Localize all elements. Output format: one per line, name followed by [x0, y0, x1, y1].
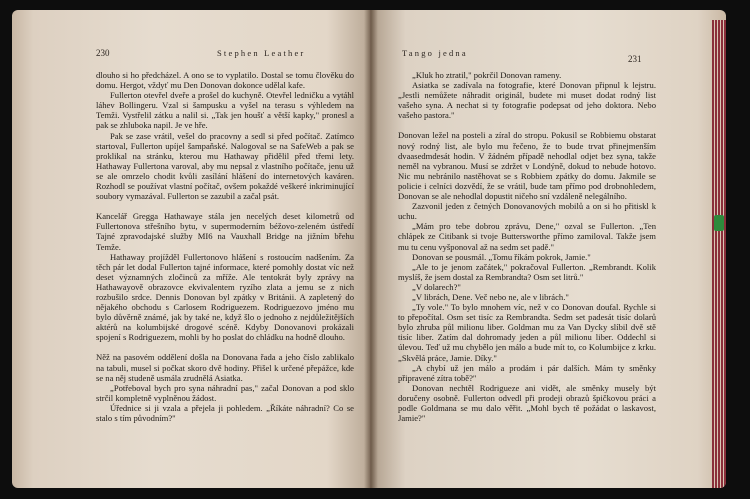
- paragraph: Fullerton otevřel dveře a prošel do kuchyně. Otevřel ledničku a vytáhl láhev Bollingeru. Vzal si šampusku a vyšel na terasu s výhledem na Temži. Vystřelil zátku a nalil si. „Tak jen houšť a větší kapky," pronesl a pak se zhluboka napil. Je ve hře.: [96, 90, 354, 131]
- paragraph: Pak se zase vrátil, vešel do pracovny a sedl si před počítač. Zatímco startoval, Fullerton upíjel šampaňské. Nalogoval se na SafeWeb a pak se proklikal na stránku, kterou mu Hathaway přidělil před třemi lety. Hathaway Fullertona varoval, aby mu nepsal z vlastního počítače, jenu už se ale omrzelo chodit kvůli zasílání hlášení do internetových kaváren. Rozhodl se používat vlastní počítač, ovšem pokaždé veškeré inkriminující soubory vymazával. Fullerton se zazubil a začal psát.: [96, 130, 354, 202]
- right-page: [370, 10, 726, 488]
- paragraph: „Ale to je jenom začátek," pokračoval Fullerton. „Rembrandt. Kolik myslíš, že jsem dostal za Rembrandta? Osm set litrů.": [398, 261, 656, 282]
- right-page-text: [398, 70, 656, 423]
- paragraph: „V librách, Dene. Več nebo ne, ale v librách.": [412, 291, 569, 302]
- right-running-head: Tango jedna: [402, 48, 468, 58]
- page-edges: [712, 20, 726, 488]
- book-spine-gutter: [364, 10, 378, 488]
- paragraph: Donovan nechtěl Rodrigueze ani vidět, ale směnky musely být doručeny osobně. Fullerton odvedl při prodeji obrazů špičkovou práci a podle Goldmana se mu dalo věřit. „Mohl bych tě požádat o laskavost, Jamie?": [398, 382, 656, 424]
- paragraph: Něž na pasovém oddělení došla na Donovana řada a jeho číslo zablikalo na tabuli, musel si počkat skoro dvě hodiny. Přišel k určené přepážce, kde se na něj studeně usmála zrudnělá Asiatka.: [96, 352, 354, 383]
- green-bookmark-tab: [714, 215, 724, 231]
- paragraph: „Potřeboval bych pro syna náhradní pas," začal Donovan a pod sklo strčil kompletně vyplněnou žádost.: [96, 382, 354, 403]
- paragraph: „Mám pro tebe dobrou zprávu, Dene," ozval se Fullerton. „Ten chlápek ze Citibank si tvoje Buttersworthe přímo zamiloval. Takže jsem mu tu cenu vyšponoval až na sedm set padě.": [398, 221, 656, 252]
- left-page: [12, 10, 370, 488]
- paragraph: Úřednice si ji vzala a přejela ji pohledem. „Říkáte náhradní? Co se stalo s tím původním?": [96, 402, 354, 423]
- left-running-head: Stephen Leather: [217, 48, 306, 58]
- paragraph: Donovan ležel na posteli a zíral do stropu. Pokusil se Robbiemu obstarat nový rodný list, ale bylo mu řečeno, že to bude trvat přinejmenším dvaasedmdesát hodin. V žádném případě nehodlal odjet bez syna, takže neměl na vybranou. Musí se zdržet v Londýně, dokud to nebude hotovo. Nic mu nebránilo nastěhovat se s Robbiem zpátky do domu. Jakmile se policie i celníci dozvědí, že se vrátil, bude tam přímo pod drobnohledem, Donovan se ale nehodlal dopustit ničeho sní vzdáleně nelegálního.: [398, 130, 656, 202]
- left-page-number: 230: [96, 48, 110, 58]
- paragraph: Kancelář Gregga Hathawaye stála jen necelých deset kilometrů od Fullertonova střešního bytu, v supermoderním béžovo-zeleném ústředí Tajné zpravodajské služby MI6 na Vauxhall Bridge na jižním břehu Temže.: [96, 211, 354, 252]
- paragraph: „A chybí už jen málo a prodám i pár dalších. Mám ty směnky připravené zítra tobě?": [398, 362, 656, 383]
- paragraph: dlouho si ho předcházel. A ono se to vyplatilo. Dostal se tomu člověku do domu. Hergot, vždyť mu Den Donovan dokonce udělal kafe.: [96, 70, 354, 91]
- paragraph: Zazvonil jeden z četných Donovanových mobilů a on si ho přitiskl k uchu.: [398, 201, 656, 222]
- paragraph: „Ty vole." To bylo mnohem víc, než v co Donovan doufal. Rychle si to přepočítal. Osm set tisíc za Rembrandta. Sedm set padesát tisíc dolarů bylo zhruba půl milionu liber. Goldman mu za Van Dycky slíbil dvě stě tisíc liber. Zatím dal dohromady jeden a půl milionu liber. Oddechl si úlevou. Teď už mu chybělo jen málo a bude mít to, co Kolumbijce z krku. „Skvělá práce, Jamie. Díky.": [398, 302, 656, 363]
- paragraph: Donovan se pousmál. „Tomu říkám pokrok, Jamie.": [412, 251, 591, 262]
- paragraph: Hathaway projížděl Fullertonovo hlášení s rostoucím nadšením. Za těch pár let dodal Fullerton tajné informace, které pomohly dostat víc než deset významných zločinců za mříže. Ale tentokrát byly zprávy na Hathawayově obrazovce ekvivalentem ryzího zlata a jemu se z nich rozbušilo srdce. Dennis Donovan byl zpátky v Británii. A zapletený do nějakého obchodu s Carlosem Rodriguezem. Rodriguezovo jméno mu bylo důvěrně známé, jak by také ne, když šlo o jednoho z nejdůležitějších aktérů na kolumbijské drogové scéně. Kdyby Donovanovi prokázali spojení s Rodriguezem, mohli by ho poslat do chládku na hodně dlouho.: [96, 251, 354, 343]
- right-page-number: 231: [628, 54, 642, 64]
- open-book: [12, 6, 740, 493]
- paragraph: „V dolarech?": [412, 281, 461, 292]
- paragraph: „Kluk ho ztratil," pokrčil Donovan rameny.: [412, 70, 562, 80]
- paragraph: Asiatka se zadívala na fotografie, které Donovan připnul k lejstru. „Jestli nemůžete náhradit originál, budete mi muset dodat rodný list vašeho syna. A nechat si ty fotografie podepsat od jeho doktora. Nebo vašeho pastora.": [398, 80, 656, 121]
- left-page-text: [96, 70, 354, 423]
